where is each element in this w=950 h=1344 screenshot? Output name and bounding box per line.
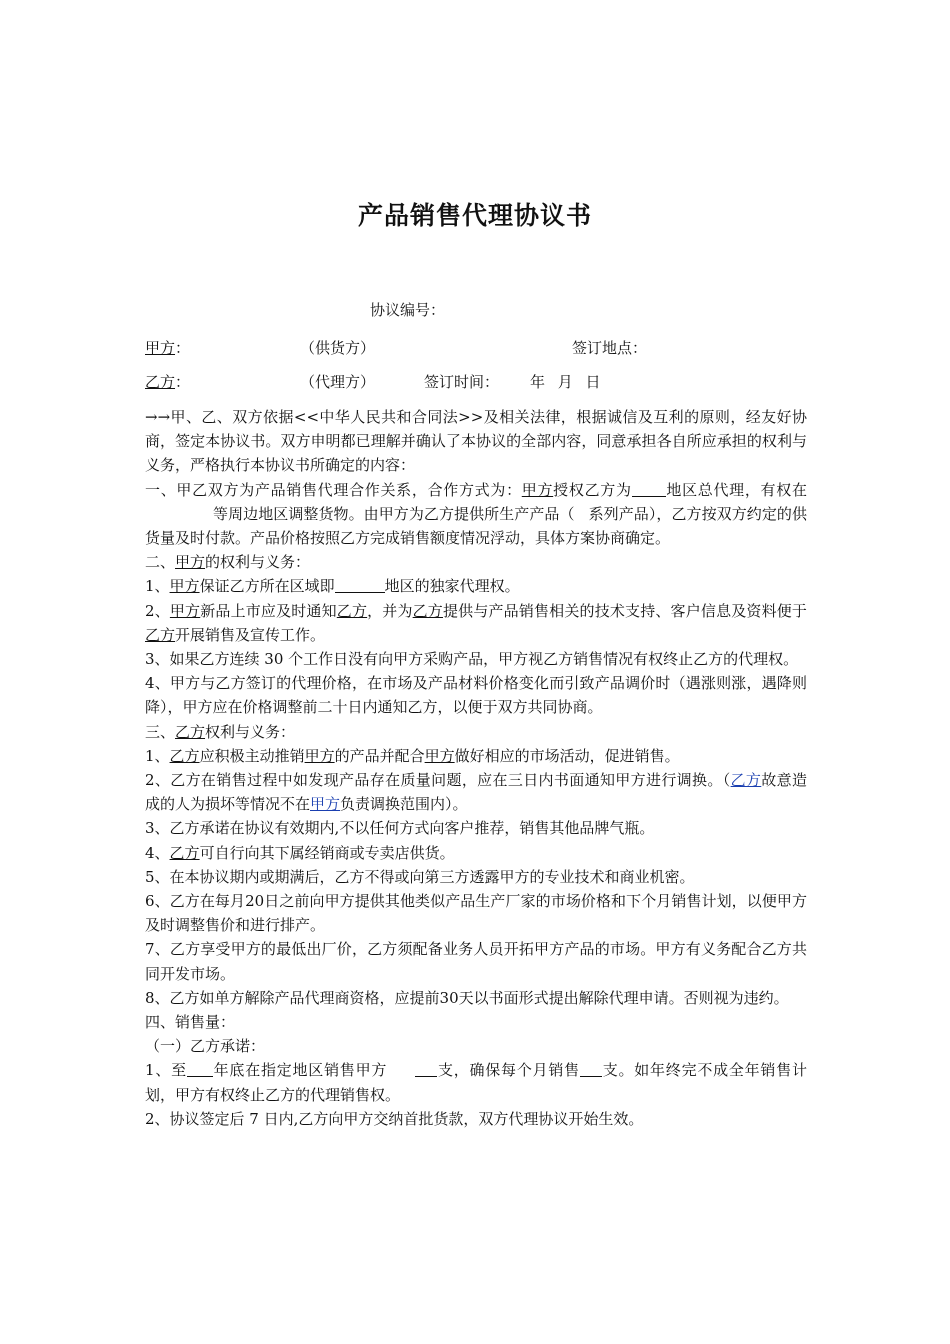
blank-field [187, 1061, 213, 1077]
party-a-label: 甲方 [145, 339, 176, 357]
text: 1、至 [145, 1061, 187, 1080]
text: 权利与义务： [205, 722, 296, 741]
sign-time-label: 签订时间： [424, 373, 500, 391]
party-a-term: 甲方 [175, 553, 206, 572]
text: 提供与产品销售相关的技术支持、客户信息及资料便于 [442, 601, 807, 620]
clause-3-4 [145, 841, 807, 865]
clause-3-5: 5、在本协议期内或期满后，乙方不得或向第三方透露甲方的专业技术和商业机密。 [145, 867, 695, 886]
clause-2-2 [145, 599, 807, 647]
party-b-term: 乙方 [169, 843, 200, 862]
party-a-role: （供货方） [300, 339, 376, 357]
party-a-term: 甲方 [169, 577, 200, 596]
text: 等周边地区调整货物。由甲方为乙方提供所生产产品（ [213, 504, 575, 523]
party-b-term: 乙方 [175, 722, 206, 741]
section-2-heading [145, 550, 807, 574]
section-4-sub: （一）乙方承诺： [145, 1037, 266, 1056]
section-3-heading [145, 720, 807, 744]
text: 开展销售及宣传工作。 [175, 625, 326, 644]
clause-3-1 [145, 744, 807, 768]
agreement-body [145, 405, 807, 1131]
sign-date: 年 月 日 [530, 373, 601, 391]
agreement-number-label: 协议编号： [370, 301, 446, 319]
text: 保证乙方所在区域即 [199, 577, 335, 596]
blank-field [632, 481, 666, 497]
intro-paragraph [145, 405, 807, 478]
party-b-role: （代理方） [300, 373, 376, 391]
text: 2、乙方在销售过程中如发现产品存在质量问题，应在三日内书面通知甲方进行调换。（ [145, 771, 731, 790]
party-b-term: 乙方 [412, 601, 443, 620]
text: 1、 [145, 746, 170, 765]
clause-3-6: 6、乙方在每月20日之前向甲方提供其他类似产品生产厂家的市场价格和下个月销售计划，以便甲方及时调整售价和进行排产。 [145, 892, 807, 935]
text: 的产品并配合 [334, 746, 425, 765]
text: 可自行向其下属经销商或专卖店供货。 [199, 843, 455, 862]
section-4-heading: 四、销售量： [145, 1013, 236, 1032]
party-b-label: 乙方 [145, 373, 176, 391]
party-b-term: 乙方 [145, 625, 176, 644]
party-a-row [145, 338, 190, 358]
intro-text: 甲、乙、双方依据<<中华人民共和合同法>>及相关法律，根据诚信及互利的原则，经友好协商，签定本协议书。双方申明都已理解并确认了本协议的全部内容，同意承担各自所应承担的权利与义务，严格执行本协议书所确定的内容： [145, 408, 807, 475]
colon: ： [175, 373, 191, 391]
text: 支，确保每个月销售 [437, 1061, 580, 1080]
text: 二、 [145, 553, 176, 572]
text: 地区的独家代理权。 [384, 577, 520, 596]
section-1 [145, 478, 807, 551]
text: ，并为 [367, 601, 413, 620]
party-a-term: 甲方 [424, 746, 455, 765]
blank-field [335, 577, 385, 593]
text: 年底在指定地区销售甲方 [212, 1061, 388, 1080]
party-b-link[interactable]: 乙方 [730, 771, 762, 790]
clause-4-2: 2、协议签定后 7 日内,乙方向甲方交纳首批货款，双方代理协议开始生效。 [145, 1109, 644, 1128]
text: 1、 [145, 577, 170, 596]
colon: ： [175, 339, 191, 357]
sign-place-label: 签订地点： [572, 339, 648, 357]
text: 三、 [145, 722, 176, 741]
text: 的权利与义务： [205, 553, 311, 572]
party-b-term: 乙方 [169, 746, 200, 765]
text: 授权乙方为 [553, 480, 632, 499]
text: 新品上市应及时通知 [200, 601, 337, 620]
party-a-link[interactable]: 甲方 [310, 795, 341, 814]
clause-2-4: 4、甲方与乙方签订的代理价格，在市场及产品材料价格变化而引致产品调价时（遇涨则涨，遇降则降），甲方应在价格调整前二十日内通知乙方，以便于双方共同协商。 [145, 674, 807, 717]
party-b-row [145, 372, 190, 392]
text: 负责调换范围内）。 [340, 795, 468, 814]
party-a-term: 甲方 [304, 746, 335, 765]
text: 4、 [145, 843, 170, 862]
text: 一、甲乙双方为产品销售代理合作关系，合作方式为： [145, 480, 522, 499]
text: 做好相应的市场活动，促进销售。 [454, 746, 680, 765]
text: 地区总代理，有权在 [665, 480, 807, 499]
arrow-marks: →→ [145, 408, 171, 426]
clause-3-2 [145, 768, 807, 816]
party-b-term: 乙方 [336, 601, 368, 620]
clause-3-3: 3、乙方承诺在协议有效期内,不以任何方式向客户推荐，销售其他品牌气瓶。 [145, 819, 655, 838]
document-title: 产品销售代理协议书 [357, 201, 592, 230]
clause-3-7: 7、乙方享受甲方的最低出厂价，乙方须配备业务人员开拓甲方产品的市场。甲方有义务配合乙方共同开发市场。 [145, 940, 807, 983]
blank-field [580, 1061, 602, 1077]
text: 应积极主动推销 [199, 746, 305, 765]
text: 2、 [145, 601, 170, 620]
clause-2-3: 3、如果乙方连续 30 个工作日没有向甲方采购产品，甲方视乙方销售情况有权终止乙方的代理权。 [145, 650, 799, 669]
clause-2-1 [145, 574, 807, 598]
party-a-term: 甲方 [169, 601, 201, 620]
clause-3-8: 8、乙方如单方解除产品代理商资格，应提前30天以书面形式提出解除代理申请。否则视为违约。 [145, 988, 789, 1007]
text: 故意造成的人为损坏等情况不在 [145, 771, 807, 814]
clause-4-1 [145, 1058, 807, 1106]
party-a-term: 甲方 [521, 480, 554, 499]
blank-field [415, 1061, 437, 1077]
text: 系列产品），乙方按双方约定的供货量及时付款。产品价格按照乙方完成销售额度情况浮动，具体方案协商确定。 [145, 504, 807, 548]
text: 支。如年终完不成全年销售计划，甲方有权终止乙方的代理销售权。 [145, 1061, 807, 1104]
